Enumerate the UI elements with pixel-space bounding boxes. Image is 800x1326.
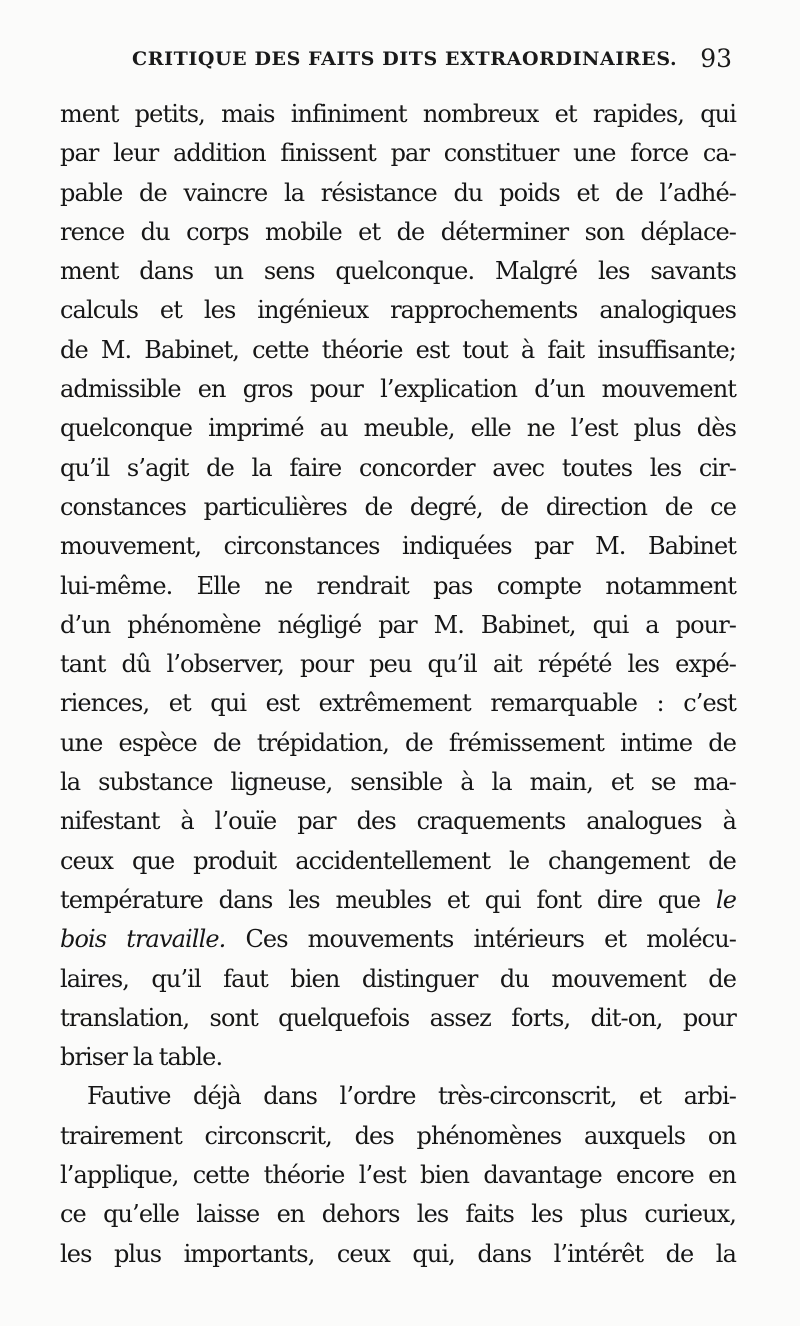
text-line xyxy=(60,881,736,920)
text-line xyxy=(60,409,736,448)
line-text: température dans les meubles et qui font dire que xyxy=(60,885,701,914)
text-line xyxy=(60,1156,736,1195)
running-title: CRITIQUE DES FAITS DITS EXTRAORDINAIRES. xyxy=(132,48,678,70)
line-text: rence du corps mobile et de déterminer son déplace- xyxy=(60,217,736,246)
page-number: 93 xyxy=(700,44,732,73)
line-text: ce qu’elle laisse en dehors les faits les plus curieux, xyxy=(60,1200,736,1229)
body-text xyxy=(60,95,736,1274)
italic-phrase: le xyxy=(715,885,737,914)
text-line xyxy=(60,252,736,291)
text-line xyxy=(60,1038,736,1077)
line-text: pable de vaincre la résistance du poids et de l’adhé- xyxy=(60,178,736,207)
line-text: l’applique, cette théorie l’est bien davantage encore en xyxy=(60,1161,736,1190)
line-text: constances particulières de degré, de direction de ce xyxy=(60,492,736,521)
line-text: qu’il s’agit de la faire concorder avec toutes les cir- xyxy=(60,453,736,482)
text-line xyxy=(60,1117,736,1156)
line-text: de M. Babinet, cette théorie est tout à fait insuffisante; xyxy=(60,335,736,364)
text-line xyxy=(60,763,736,802)
text-line xyxy=(60,606,736,645)
line-text: tant dû l’observer, pour peu qu’il ait répété les expé- xyxy=(60,650,736,679)
line-text: ment petits, mais infiniment nombreux et rapides, qui xyxy=(60,100,736,128)
line-text: translation, sont quelquefois assez forts, dit-on, pour xyxy=(60,1003,736,1032)
line-text: nifestant à l’ouïe par des craquements analogues à xyxy=(60,807,736,836)
text-line xyxy=(60,1077,736,1116)
text-line xyxy=(60,95,736,134)
line-text: Fautive déjà dans l’ordre très-circonscrit, et arbi- xyxy=(87,1082,736,1111)
text-line xyxy=(60,134,736,173)
line-text: la substance ligneuse, sensible à la main, et se ma- xyxy=(60,768,736,797)
text-line xyxy=(60,174,736,213)
text-line xyxy=(60,645,736,684)
line-text: mouvement, circonstances indiquées par M. Babinet xyxy=(60,532,736,561)
line-text: ceux que produit accidentellement le changement de xyxy=(60,846,736,875)
text-line xyxy=(60,291,736,330)
text-line xyxy=(60,331,736,370)
line-text: par leur addition finissent par constituer une force ca- xyxy=(60,139,736,168)
text-line xyxy=(60,999,736,1038)
text-line xyxy=(60,488,736,527)
line-text: admissible en gros pour l’explication d’un mouvement xyxy=(60,375,736,404)
text-line xyxy=(60,449,736,488)
text-line xyxy=(60,684,736,723)
text-line xyxy=(60,724,736,763)
page-header xyxy=(60,44,736,78)
text-line xyxy=(60,802,736,841)
line-text: d’un phénomène négligé par M. Babinet, qui a pour- xyxy=(60,610,736,639)
text-line xyxy=(60,370,736,409)
line-text: calculs et les ingénieux rapprochements analogiques xyxy=(60,296,736,325)
text-line xyxy=(60,960,736,999)
text-line xyxy=(60,213,736,252)
line-text: lui-même. Elle ne rendrait pas compte notamment xyxy=(60,571,736,600)
text-line xyxy=(60,567,736,606)
line-text: briser la table. xyxy=(60,1043,223,1072)
text-line xyxy=(60,920,736,959)
line-text: ment dans un sens quelconque. Malgré les savants xyxy=(60,257,736,286)
italic-phrase: bois travaille. xyxy=(60,925,226,954)
text-line xyxy=(60,842,736,881)
line-text: Ces mouvements intérieurs et molécu- xyxy=(225,925,736,954)
text-line xyxy=(60,1195,736,1234)
text-line xyxy=(60,527,736,566)
line-text: riences, et qui est extrêmement remarquable : c’est xyxy=(60,689,736,718)
line-text: les plus importants, ceux qui, dans l’intérêt de la xyxy=(60,1239,736,1268)
line-text: laires, qu’il faut bien distinguer du mouvement de xyxy=(60,964,736,993)
text-line xyxy=(60,1235,736,1274)
line-text: quelconque imprimé au meuble, elle ne l’est plus dès xyxy=(60,414,736,443)
line-text: trairement circonscrit, des phénomènes auxquels on xyxy=(60,1121,736,1150)
line-text: une espèce de trépidation, de frémissement intime de xyxy=(60,728,736,757)
